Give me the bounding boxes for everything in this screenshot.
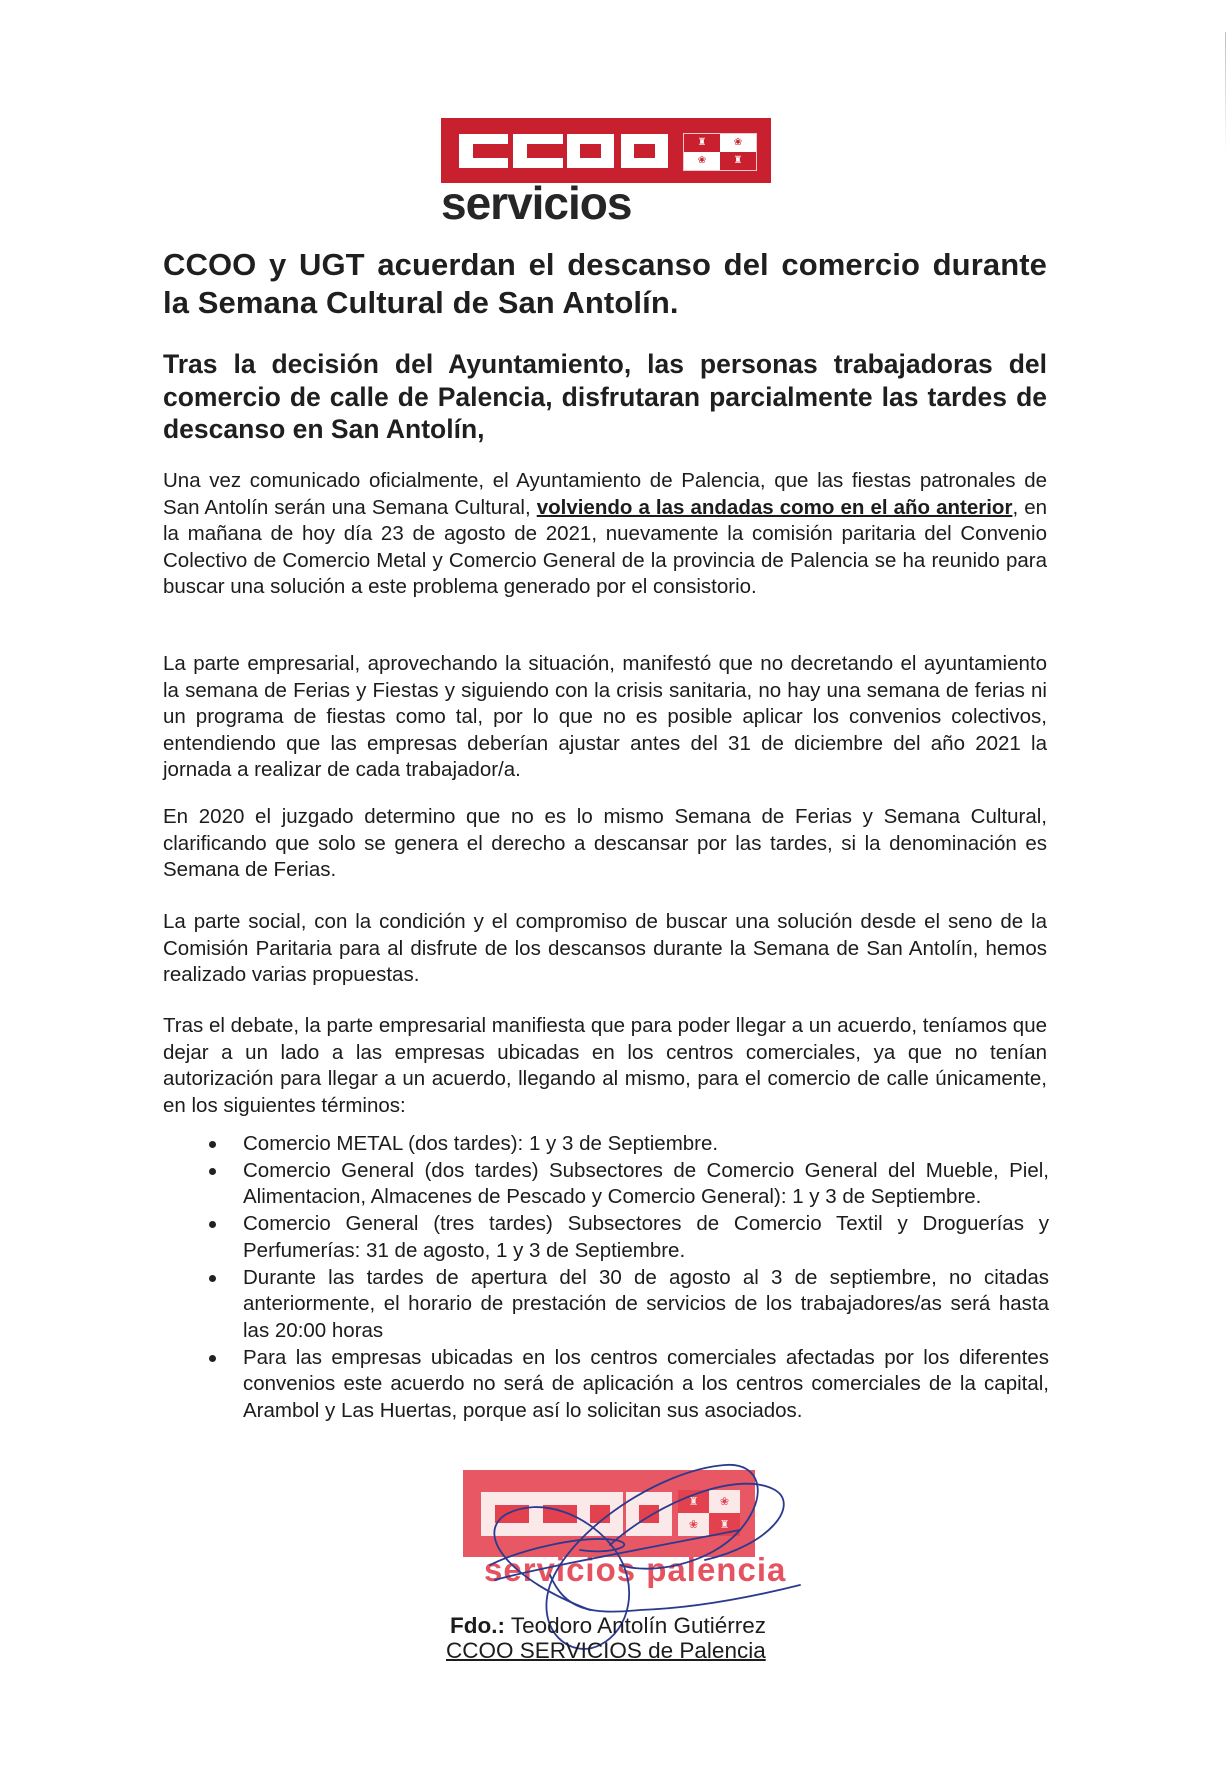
document-subtitle: Tras la decisión del Ayuntamiento, las personas trabajadoras del comercio de calle de Palencia, disfrutaran parcialmente las tardes de descanso en San Antolín, <box>163 349 1047 444</box>
stamp-flag-icon <box>678 1490 740 1536</box>
paragraph-agreement-terms: Tras el debate, la parte empresarial manifiesta que para poder llegar a un acuerdo, teníamos que dejar a un lado a las empresas ubicadas en los centros comerciales, ya que no tenían autorización para llegar a un acuerdo, llegando al mismo, para el comercio de calle únicamente, en los siguientes términos: <box>163 1014 1047 1117</box>
paragraph-employer-position: La parte empresarial, aprovechando la situación, manifestó que no decretando el ayuntamiento la semana de Ferias y Fiestas y siguiendo con la crisis sanitaria, no hay una semana de ferias ni un programa de fiestas como tal, por lo que no es posible aplicar los convenios colectivos, entendiendo que las empresas deberían ajustar antes del 31 de diciembre del año 2021 la jornada a realizar de cada trabajador/a. <box>163 652 1047 782</box>
logo-subtitle: servicios <box>441 177 632 229</box>
lion-icon: ❀ <box>709 1490 740 1513</box>
bullet-icon <box>209 1355 216 1362</box>
signer-name: Teodoro Antolín Gutiérrez <box>510 1613 766 1638</box>
stamp-subtitle: servicios palencia <box>484 1551 787 1588</box>
ccoo-logo <box>441 118 771 183</box>
lion-icon: ❀ <box>678 1513 709 1536</box>
signature-line <box>450 1613 766 1639</box>
list-item <box>243 1265 1049 1345</box>
bullet-icon <box>209 1275 216 1282</box>
scan-edge-line <box>1225 32 1226 152</box>
stamp-letter-c <box>481 1492 533 1536</box>
lion-icon: ❀ <box>720 134 756 152</box>
agreement-terms-list <box>243 1131 1049 1425</box>
bullet-icon <box>209 1221 216 1228</box>
list-item-text: Comercio General (dos tardes) Subsectores de Comercio General del Mueble, Piel, Alimentacion, Almacenes de Pescado y Comercio General): 1 y 3 de Septiembre. <box>243 1158 1049 1209</box>
stamp-letter-o <box>626 1492 672 1536</box>
paragraph-union-proposals: La parte social, con la condición y el compromiso de buscar una solución desde el seno de la Comisión Paritaria para al disfrute de los descansos durante la Semana de San Antolín, hemos realizado varias propuestas. <box>163 910 1047 987</box>
bullet-icon <box>209 1168 216 1175</box>
castle-icon: ♜ <box>684 134 720 152</box>
list-item-text: Comercio METAL (dos tardes): 1 y 3 de Septiembre. <box>243 1132 719 1155</box>
logo-letter-o <box>567 134 614 168</box>
stamp-letter-o <box>577 1492 623 1536</box>
list-item <box>243 1211 1049 1264</box>
logo-letter-c <box>459 134 508 168</box>
paragraph-court-ruling: En 2020 el juzgado determino que no es lo mismo Semana de Ferias y Semana Cultural, clarificando que solo se genera el derecho a descansar por las tardes, si la denominación es Semana de Ferias. <box>163 805 1047 882</box>
castle-icon: ♜ <box>709 1513 740 1536</box>
ccoo-stamp <box>463 1470 755 1557</box>
list-item <box>243 1345 1049 1425</box>
list-item-text: Durante las tardes de apertura del 30 de agosto al 3 de septiembre, no citadas anteriormente, el horario de prestación de servicios de los trabajadores/as será hasta las 20:00 horas <box>243 1265 1049 1342</box>
highlighted-phrase: volviendo a las andadas como en el año anterior <box>536 495 1013 519</box>
paragraph-announcement <box>163 468 1047 601</box>
list-item-text: Comercio General (tres tardes) Subsectores de Comercio Textil y Droguerías y Perfumerías: 31 de agosto, 1 y 3 de Septiembre. <box>243 1212 1049 1262</box>
logo-letter-o <box>621 134 668 168</box>
stamp-letter-c <box>529 1492 581 1536</box>
list-item <box>243 1131 1049 1158</box>
paragraph-text: Una vez comunicado oficialmente, el Ayuntamiento de Palencia, que las fiestas patronales de San Antolín serán una Semana Cultural, <box>163 469 1047 519</box>
castle-icon: ♜ <box>678 1490 709 1513</box>
signer-organization: CCOO SERVICIOS de Palencia <box>446 1638 766 1663</box>
bullet-icon <box>209 1141 216 1148</box>
signed-by-label: Fdo.: <box>450 1613 505 1638</box>
castilla-leon-flag-icon <box>683 133 757 171</box>
lion-icon: ❀ <box>684 152 720 170</box>
list-item-text: Para las empresas ubicadas en los centros comerciales afectadas por los diferentes convenios este acuerdo no será de aplicación a los centros comerciales de la capital, Arambol y Las Huertas, porque así lo solicitan sus asociados. <box>243 1345 1049 1423</box>
castle-icon: ♜ <box>720 152 756 170</box>
logo-letter-c <box>513 134 563 168</box>
paragraph-text: , en la mañana de hoy día 23 de agosto de 2021, nuevamente la comisión paritaria del Convenio Colectivo de Comercio Metal y Comercio General de la provincia de Palencia se ha reunido para buscar una solución a este problema generado por el consistorio. <box>163 495 1047 599</box>
list-item <box>243 1158 1049 1211</box>
document-title: CCOO y UGT acuerdan el descanso del comercio durante la Semana Cultural de San Antolín. <box>163 247 1047 320</box>
